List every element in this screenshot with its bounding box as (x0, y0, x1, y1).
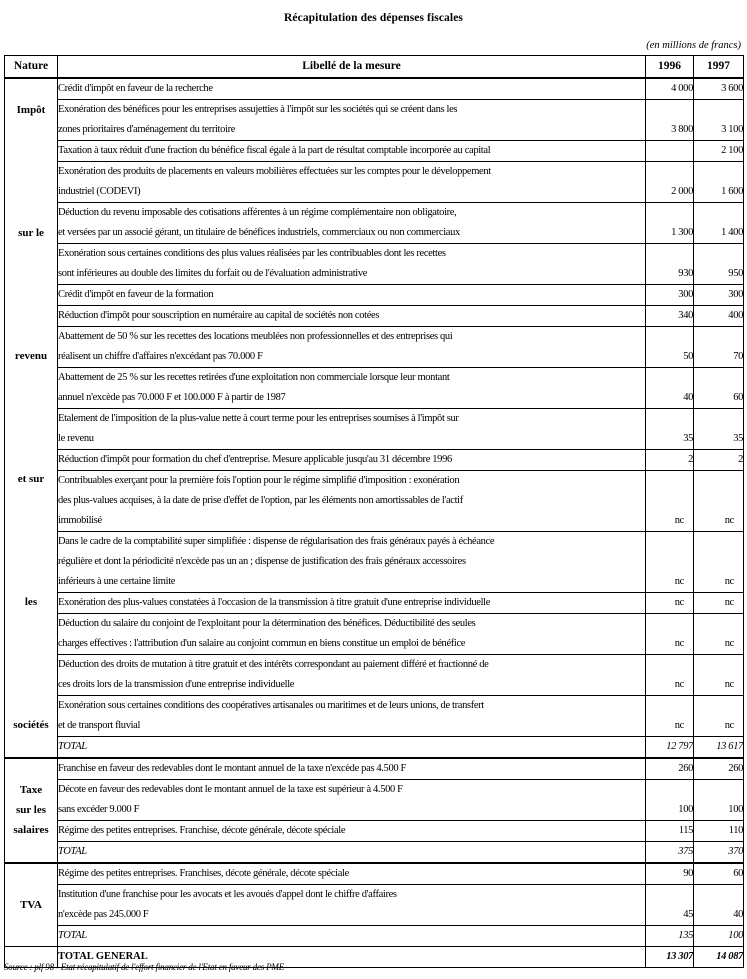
measure-line: Déduction du revenu imposable des cotisations afférentes à un régime complémentaire non obligatoire, (58, 206, 457, 218)
value-1997: 2 100 (694, 140, 744, 161)
value-1997: 60 (694, 863, 744, 885)
grand-total-1996: 13 307 (646, 946, 694, 967)
total-1997: 13 617 (694, 736, 744, 758)
measure-label (58, 531, 646, 592)
total-label: TOTAL (58, 736, 646, 758)
total-label: TOTAL (58, 841, 646, 863)
value-1996: nc (646, 531, 694, 592)
measure-label (58, 779, 646, 820)
table-row (5, 863, 744, 885)
value-1997: 400 (694, 305, 744, 326)
header-nature: Nature (5, 56, 58, 78)
measure-line: immobilisé (58, 514, 102, 526)
table-row (5, 326, 744, 367)
measure-line: réalisent un chiffre d'affaires n'excédant pas 70.000 F (58, 350, 263, 362)
nature-cell (5, 758, 58, 863)
table-row (5, 820, 744, 841)
header-libelle: Libellé de la mesure (58, 56, 646, 78)
measure-line: Réduction d'impôt pour formation du chef d'entreprise. Mesure applicable jusqu'au 31 décembre 1996 (58, 453, 452, 465)
header-row (5, 56, 744, 78)
measure-label (58, 654, 646, 695)
value-1996: 100 (646, 779, 694, 820)
measure-label (58, 140, 646, 161)
measure-line: n'excède pas 245.000 F (58, 908, 149, 920)
measure-line: des plus-values acquises, à la date de prise d'effet de l'option, par les éléments non amortissables de l'actif (58, 494, 463, 506)
measure-line: Déduction des droits de mutation à titre gratuit et des intérêts correspondant au paiement différé et fractionné de (58, 658, 489, 670)
measure-line: inférieurs à une certaine limite (58, 575, 176, 587)
value-1997: 70 (694, 326, 744, 367)
value-1997: 2 (694, 449, 744, 470)
total-row (5, 841, 744, 863)
value-1997: nc (694, 470, 744, 531)
nature-word: et sur (17, 473, 45, 485)
table-row (5, 140, 744, 161)
value-1997: 3 100 (694, 99, 744, 140)
value-1997: nc (694, 613, 744, 654)
table-row (5, 654, 744, 695)
value-1996: 35 (646, 408, 694, 449)
measure-line: zones prioritaires d'aménagement du territoire (58, 123, 236, 135)
table-row (5, 408, 744, 449)
value-1996: nc (646, 695, 694, 736)
measure-line: Exonération sous certaines conditions des plus values réalisées par les contribuables dont les recettes (58, 247, 446, 259)
page-title: Récapitulation des dépenses fiscales (284, 12, 463, 24)
table-row (5, 367, 744, 408)
nature-word: salaires (13, 824, 49, 836)
measure-label (58, 884, 646, 925)
nature-word: sociétés (13, 719, 49, 731)
value-1996: nc (646, 613, 694, 654)
value-1997: 110 (694, 820, 744, 841)
table-row (5, 449, 744, 470)
measure-line: Institution d'une franchise pour les avocats et les avoués d'appel dont le chiffre d'affaires (58, 888, 397, 900)
measure-line: Réduction d'impôt pour souscription en numéraire au capital de sociétés non cotées (58, 309, 380, 321)
value-1996: 90 (646, 863, 694, 885)
measure-line: régulière et dont la périodicité n'excède pas un an ; dispense de justification des frais généraux accessoires (58, 555, 466, 567)
value-1997: nc (694, 654, 744, 695)
measure-line: Exonération sous certaines conditions des coopératives artisanales ou maritimes et de leurs unions, de transfert (58, 699, 484, 711)
value-1996: 260 (646, 758, 694, 780)
measure-line: sont inférieures au double des limites du forfait ou de l'évaluation administrative (58, 267, 368, 279)
total-1996: 135 (646, 925, 694, 946)
measure-line: Franchise en faveur des redevables dont le montant annuel de la taxe n'excède pas 4.500 F (58, 762, 407, 774)
section-0 (5, 78, 744, 758)
measure-line: Déduction du salaire du conjoint de l'exploitant pour la détermination des bénéfices. Déductibilité des seules (58, 617, 476, 629)
value-1996: 2 000 (646, 161, 694, 202)
measure-line: Exonération des plus-values constatées à l'occasion de la transmission à titre gratuit d'une entreprise individuelle (58, 596, 491, 608)
nature-word: les (24, 596, 38, 608)
section-1 (5, 758, 744, 863)
measure-line: Dans le cadre de la comptabilité super simplifiée : dispense de régularisation des frais généraux payés à échéance (58, 535, 495, 547)
measure-line: Etalement de l'imposition de la plus-value nette à court terme pour les entreprises soumises à l'impôt sur (58, 412, 459, 424)
table-row (5, 284, 744, 305)
value-1996: 4 000 (646, 78, 694, 100)
value-1997: nc (694, 531, 744, 592)
table-row (5, 592, 744, 613)
units-note: (en millions de francs) (646, 40, 741, 51)
measure-label (58, 367, 646, 408)
value-1996: nc (646, 654, 694, 695)
value-1997: 1 600 (694, 161, 744, 202)
measure-line: industriel (CODEVI) (58, 185, 141, 197)
value-1997: 100 (694, 779, 744, 820)
measure-line: Taxation à taux réduit d'une fraction du bénéfice fiscal égale à la part de résultat comptable incorporée au capital (58, 144, 491, 156)
value-1996: 40 (646, 367, 694, 408)
measure-line: annuel n'excède pas 70.000 F et 100.000 F à partir de 1987 (58, 391, 286, 403)
measure-line: Contribuables exerçant pour la première fois l'option pour le régime simplifié d'imposition : exonération (58, 474, 460, 486)
measure-label (58, 243, 646, 284)
value-1997: 1 400 (694, 202, 744, 243)
nature-word: sur les (15, 804, 47, 816)
total-row (5, 925, 744, 946)
value-1996: 50 (646, 326, 694, 367)
value-1996: nc (646, 592, 694, 613)
total-1996: 375 (646, 841, 694, 863)
measure-line: et de transport fluvial (58, 719, 141, 731)
measure-line: charges effectives : l'attribution d'un salaire au conjoint commun en biens constitue un emploi de bénéfice (58, 637, 466, 649)
nature-word: revenu (14, 350, 48, 362)
measure-line: Exonération des produits de placements en valeurs mobilières effectuées sur les comptes pour le développement (58, 165, 491, 177)
measure-label (58, 695, 646, 736)
nature-cell (5, 863, 58, 947)
measure-line: le revenu (58, 432, 94, 444)
value-1997: 3 600 (694, 78, 744, 100)
measure-line: et versées par un associé gérant, un titulaire de bénéfices industriels, commerciaux ou non commerciaux (58, 226, 460, 238)
value-1997: 950 (694, 243, 744, 284)
value-1996: 930 (646, 243, 694, 284)
nature-word: TVA (20, 898, 42, 911)
value-1997: 300 (694, 284, 744, 305)
table-row (5, 531, 744, 592)
measure-label (58, 305, 646, 326)
measure-line: Abattement de 50 % sur les recettes des locations meublées non professionnelles et des entreprises qui (58, 330, 453, 342)
table-row (5, 202, 744, 243)
grand-total-1997: 14 087 (694, 946, 744, 967)
table-row (5, 470, 744, 531)
header-1996: 1996 (646, 56, 694, 78)
value-1996: nc (646, 470, 694, 531)
measure-label (58, 758, 646, 780)
measure-line: sans excéder 9.000 F (58, 803, 140, 815)
nature-cell (5, 78, 58, 758)
table-row (5, 78, 744, 100)
total-label: TOTAL (58, 925, 646, 946)
measure-label (58, 820, 646, 841)
table-row (5, 884, 744, 925)
total-1996: 12 797 (646, 736, 694, 758)
measure-label (58, 613, 646, 654)
nature-word: sur le (18, 227, 44, 239)
fiscal-expenditure-table (4, 55, 744, 968)
table-row (5, 305, 744, 326)
value-1996 (646, 140, 694, 161)
value-1997: 60 (694, 367, 744, 408)
measure-line: Décote en faveur des redevables dont le montant annuel de la taxe est supérieur à 4.500 F (58, 783, 403, 795)
nature-word: Impôt (16, 104, 46, 116)
total-1997: 370 (694, 841, 744, 863)
measure-label (58, 78, 646, 100)
table-row (5, 243, 744, 284)
value-1997: nc (694, 695, 744, 736)
value-1996: 1 300 (646, 202, 694, 243)
value-1996: 2 (646, 449, 694, 470)
measure-line: Régime des petites entreprises. Franchise, décote générale, décote spéciale (58, 824, 346, 836)
value-1997: 260 (694, 758, 744, 780)
measure-label (58, 284, 646, 305)
total-row (5, 736, 744, 758)
measure-label (58, 470, 646, 531)
measure-line: Abattement de 25 % sur les recettes retirées d'une exploitation non commerciale lorsque leur montant (58, 371, 450, 383)
value-1996: 45 (646, 884, 694, 925)
measure-label (58, 449, 646, 470)
grand-total-label: TOTAL GENERAL (58, 946, 646, 967)
header-1997: 1997 (694, 56, 744, 78)
value-1997: 40 (694, 884, 744, 925)
table-row (5, 779, 744, 820)
value-1996: 340 (646, 305, 694, 326)
total-1997: 100 (694, 925, 744, 946)
table-row (5, 161, 744, 202)
section-2 (5, 863, 744, 947)
value-1996: 300 (646, 284, 694, 305)
value-1996: 3 800 (646, 99, 694, 140)
value-1997: 35 (694, 408, 744, 449)
measure-label (58, 863, 646, 885)
measure-label (58, 202, 646, 243)
table-row (5, 695, 744, 736)
measure-label (58, 326, 646, 367)
table-row (5, 99, 744, 140)
measure-label (58, 99, 646, 140)
measure-line: Crédit d'impôt en faveur de la formation (58, 288, 214, 300)
source-note: Source : plf 98 - Etat récapitulatif de l'effort financier de l'Etat en faveur des PME (4, 962, 285, 972)
measure-label (58, 408, 646, 449)
measure-line: ces droits lors de la transmission d'une entreprise individuelle (58, 678, 295, 690)
measure-label (58, 592, 646, 613)
measure-line: Régime des petites entreprises. Franchises, décote générale, décote spéciale (58, 867, 349, 879)
value-1997: nc (694, 592, 744, 613)
table-row (5, 613, 744, 654)
table-row (5, 758, 744, 780)
value-1996: 115 (646, 820, 694, 841)
measure-line: Crédit d'impôt en faveur de la recherche (58, 82, 213, 94)
nature-word: Taxe (19, 784, 43, 796)
measure-label (58, 161, 646, 202)
measure-line: Exonération des bénéfices pour les entreprises assujetties à l'impôt sur les sociétés qui se créent dans les (58, 103, 458, 115)
